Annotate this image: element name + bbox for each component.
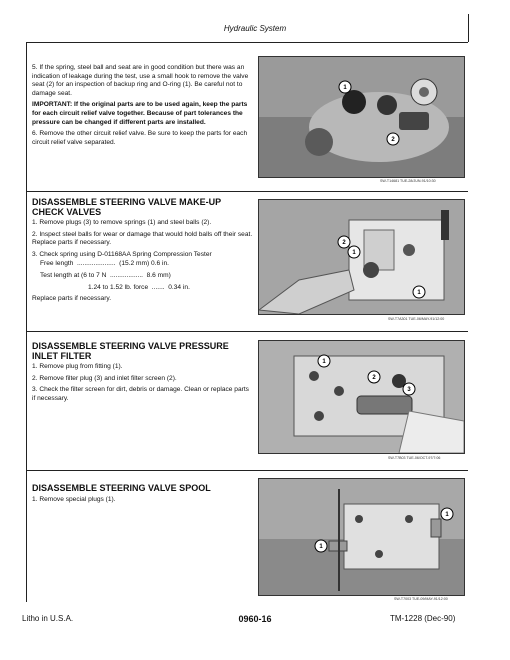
callout-2b: 2 [342, 240, 346, 246]
callout-2c: 2 [372, 375, 376, 381]
callout-1d: 1 [322, 359, 326, 365]
callout-3: 3 [407, 387, 411, 393]
inlet-filter-illustration [259, 341, 464, 453]
section2-text [32, 198, 254, 307]
section4-step1: 1. Remove special plugs (1). [32, 495, 116, 503]
valve-spool-illustration [259, 479, 464, 595]
left-margin-rule [26, 42, 27, 602]
callout-1b: 1 [352, 250, 356, 256]
section3-heading: DISASSEMBLE STEERING VALVE PRESSURE INLET FILTER [32, 341, 229, 361]
section3-step2: 2. Remove filter plug (3) and inlet filter screen (2). [32, 374, 177, 382]
section1-photo-caption: SW-T14681 TUE-28/JUN-91/10:30 [380, 179, 436, 183]
header-rule [26, 42, 468, 43]
section3-step1: 1. Remove plug from fitting (1). [32, 363, 123, 370]
section3-text [32, 342, 254, 406]
page-number: 0960-16 [238, 614, 272, 624]
important-text: If the original parts are to be used again, keep the parts for each circuit relief valve together. Because of part tolerances the pressure can be changed if different parts are installed. [32, 101, 248, 126]
section1-photo [258, 56, 465, 178]
section1-text [32, 64, 254, 150]
section2-photo-caption: SW-T7A301 TUE-06/MAY-91/12:00 [388, 317, 445, 321]
section1-step5: 5. If the spring, steel ball and seat are in good condition but there was an indication of leakage during the test, use a small hook to remove the valve seat (2) for an inspection of backup ring and O-ring (1). Be careful not to damage seat. [32, 64, 249, 97]
callout-1e: 1 [319, 544, 323, 550]
callout-1: 1 [343, 85, 347, 91]
section2-step2: 2. Inspect steel balls for wear or damage that would hold balls off their seat. Replace parts if necessary. [32, 230, 253, 247]
footer-right: TM-1228 (Dec-90) [390, 614, 456, 623]
running-header: Hydraulic System [223, 24, 287, 33]
section4-photo [258, 478, 465, 596]
section2-heading: DISASSEMBLE STEERING VALVE MAKE-UP CHECK VALVES [32, 197, 222, 217]
important-label: IMPORTANT: [32, 101, 73, 109]
section3-step3: 3. Check the filter screen for dirt, debris or damage. Clean or replace parts if necessary. [32, 386, 249, 402]
section2-photo [258, 199, 465, 315]
spec-force: 1.24 to 1.52 lb. force ....... 0.34 in. [88, 283, 190, 291]
callout-1f: 1 [445, 512, 449, 518]
spec-free-length: Free length ..................... (15.2 mm) 0.6 in. [40, 260, 169, 268]
check-valve-illustration [259, 200, 464, 314]
section4-heading: DISASSEMBLE STEERING VALVE SPOOL [32, 483, 211, 493]
callout-1c: 1 [417, 290, 421, 296]
section4-photo-caption: SW-T7003 TUE-09/MAY-91/12:00 [394, 597, 448, 601]
valve-seat-illustration [259, 57, 464, 177]
section2-step4: Replace parts if necessary. [32, 295, 112, 303]
section1-step6: 6. Remove the other circuit relief valve. Be sure to keep the parts for each circuit relief valve separated. [32, 130, 248, 146]
section3-photo-caption: SW-T7B03 TUE-06/OCT-97/7:06 [388, 456, 441, 460]
section3-photo [258, 340, 465, 454]
section-divider-1 [26, 191, 468, 192]
section-divider-2 [26, 331, 468, 332]
section-divider-3 [26, 470, 468, 471]
footer-left: Litho in U.S.A. [22, 614, 74, 623]
spec-test-length: Test length at (6 to 7 N .................. 8.6 mm) [40, 271, 171, 279]
section2-step1: 1. Remove plugs (3) to remove springs (1) and steel balls (2). [32, 219, 212, 226]
callout-2: 2 [391, 137, 395, 143]
section2-step3: 3. Check spring using D-01168AA Spring Compression Tester [32, 250, 212, 258]
section1-important [32, 101, 254, 127]
header-rule-right [468, 14, 469, 42]
section4-text [32, 484, 254, 507]
